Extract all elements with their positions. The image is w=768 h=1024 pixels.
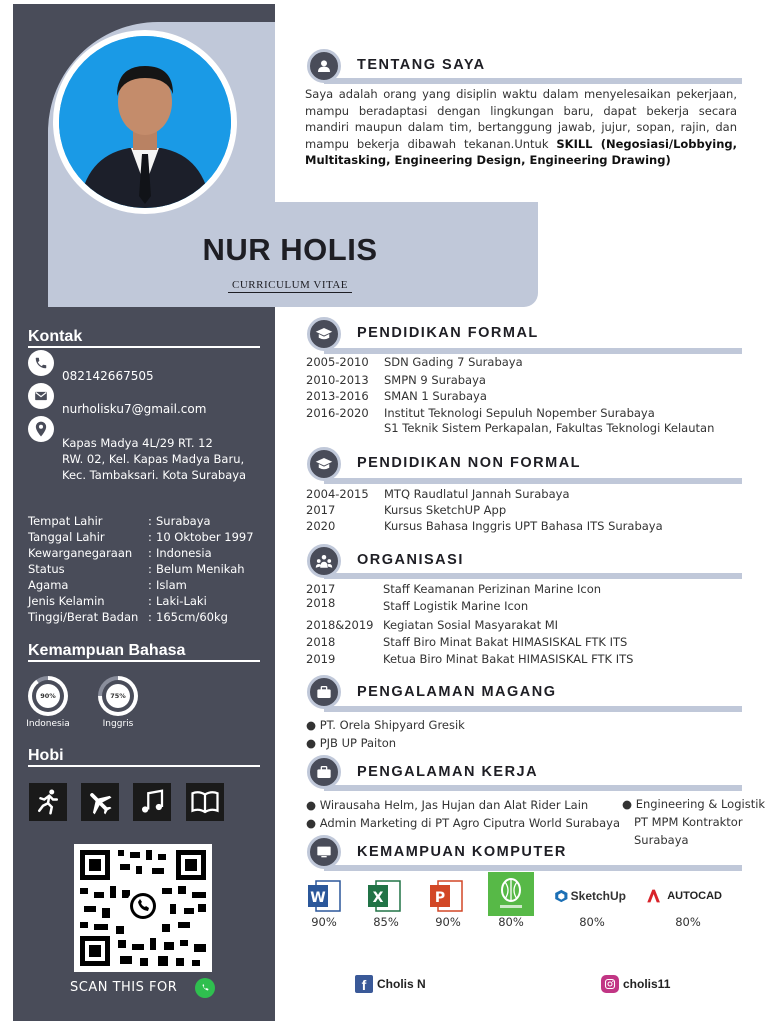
- coreldraw-level: 80%: [498, 915, 524, 929]
- info-label: Tinggi/Berat Badan: [28, 610, 139, 624]
- course-year: 2004-2015: [306, 487, 369, 501]
- profile-photo: [59, 36, 231, 208]
- internship-item: ● PT. Orela Shipyard Gresik: [306, 718, 465, 732]
- sketchup-icon: [554, 876, 626, 916]
- languages-rule: [28, 660, 260, 662]
- work-name: Admin Marketing di PT Agro Ciputra World Surabaya: [319, 816, 621, 830]
- info-label: Status: [28, 562, 65, 576]
- info-value: Laki-Laki: [156, 594, 207, 608]
- instagram-link[interactable]: [601, 975, 670, 993]
- org-year: 2017: [306, 582, 336, 596]
- graduation-cap-icon: [307, 447, 341, 481]
- education-year: 2013-2016: [306, 389, 369, 403]
- language-level: 90%: [36, 684, 60, 708]
- internship-title: PENGALAMAN MAGANG: [357, 684, 557, 700]
- info-label: Jenis Kelamin: [28, 594, 105, 608]
- email-icon: [28, 383, 54, 409]
- sketchup-label: SketchUp: [570, 889, 626, 903]
- contact-rule: [28, 346, 260, 348]
- graduation-cap-icon: [307, 317, 341, 351]
- formal-education-title: PENDIDIKAN FORMAL: [357, 325, 539, 341]
- org-year: 2018: [306, 635, 336, 649]
- svg-text:W: W: [310, 890, 326, 906]
- course-desc: MTQ Raudlatul Jannah Surabaya: [384, 487, 570, 501]
- about-skills: SKILL (Negosiasi/Lobbying, Multitasking, Engineering Design, Engineering Drawing): [305, 136, 738, 167]
- info-value: Islam: [156, 578, 187, 592]
- computer-title: KEMAMPUAN KOMPUTER: [357, 844, 567, 860]
- word-level: 90%: [311, 915, 337, 929]
- svg-text:P: P: [434, 890, 446, 906]
- org-year: 2019: [306, 652, 336, 666]
- education-desc: SMPN 9 Surabaya: [384, 373, 486, 387]
- subtitle-underline: [228, 292, 352, 293]
- org-year: 2018: [306, 596, 336, 610]
- education-desc: SMAN 1 Surabaya: [384, 389, 487, 403]
- info-label: Kewarganegaraan: [28, 546, 133, 560]
- languages-heading: Kemampuan Bahasa: [28, 642, 186, 659]
- language-item: [18, 676, 78, 729]
- email-address[interactable]: nurholisku7@gmail.com: [62, 402, 207, 416]
- org-desc: Staff Logistik Marine Icon: [383, 599, 529, 613]
- address-line: Kec. Tambaksari. Kota Surabaya: [62, 468, 247, 482]
- language-level: 75%: [106, 684, 130, 708]
- instagram-handle: cholis11: [623, 977, 671, 991]
- info-value: Belum Menikah: [156, 562, 245, 576]
- language-ring: [28, 676, 68, 716]
- info-value: Surabaya: [156, 514, 211, 528]
- profile-photo-frame: [53, 30, 237, 214]
- profile-subtitle: CURRICULUM VITAE: [231, 279, 348, 291]
- hobbies-rule: [28, 765, 260, 767]
- info-value: 10 Oktober 1997: [156, 530, 254, 544]
- phone-icon: [28, 350, 54, 376]
- group-icon: [307, 544, 341, 578]
- powerpoint-icon: [428, 876, 464, 916]
- language-ring: [98, 676, 138, 716]
- work-side-item: ● Engineering & Logistik PT MPM Kontraktor Surabaya: [622, 797, 766, 847]
- work-item: ● Admin Marketing di PT Agro Ciputra World Surabaya: [306, 816, 621, 830]
- org-desc: Staff Biro Minat Bakat HIMASISKAL FTK ITS: [383, 635, 628, 649]
- phone-number[interactable]: 082142667505: [62, 369, 154, 383]
- education-desc: Institut Teknologi Sepuluh Nopember Surabaya: [384, 406, 655, 420]
- language-item: [88, 676, 148, 729]
- address: [62, 435, 246, 483]
- profile-name: NUR HOLIS: [202, 232, 378, 267]
- internship-bar: [324, 706, 742, 712]
- running-icon: [29, 783, 67, 821]
- airplane-icon: [81, 783, 119, 821]
- education-year: 2016-2020: [306, 406, 369, 420]
- work-side-line: Engineering & Logistik: [635, 797, 766, 811]
- internship-name: PT. Orela Shipyard Gresik: [319, 718, 465, 732]
- location-icon: [28, 416, 54, 442]
- svg-text:X: X: [372, 890, 384, 906]
- whatsapp-qr-code[interactable]: [74, 844, 212, 972]
- address-line: Kapas Madya 4L/29 RT. 12: [62, 436, 213, 450]
- org-desc: Ketua Biro Minat Bakat HIMASISKAL FTK ITS: [383, 652, 634, 666]
- excel-level: 85%: [373, 915, 399, 929]
- computer-bar: [324, 865, 742, 871]
- autocad-level: 80%: [675, 915, 701, 929]
- computer-icon: [307, 835, 341, 869]
- work-side-line: Surabaya: [634, 833, 689, 847]
- info-value: Indonesia: [156, 546, 212, 560]
- instagram-icon: [601, 975, 619, 993]
- education-year: 2010-2013: [306, 373, 369, 387]
- course-year: 2017: [306, 503, 336, 517]
- org-desc: Kegiatan Sosial Masyarakat MI: [383, 618, 559, 632]
- work-bar: [324, 785, 742, 791]
- education-year: 2005-2010: [306, 355, 369, 369]
- course-desc: Kursus Bahasa Inggris UPT Bahasa ITS Surabaya: [384, 519, 663, 533]
- info-label: Agama: [28, 578, 69, 592]
- sketchup-level: 80%: [579, 915, 605, 929]
- contact-heading: Kontak: [28, 328, 83, 345]
- briefcase-icon: [307, 755, 341, 789]
- excel-icon: [366, 876, 402, 916]
- info-label: Tanggal Lahir: [28, 530, 105, 544]
- language-name: Inggris: [102, 719, 134, 729]
- education-extra: S1 Teknik Sistem Perkapalan, Fakultas Teknologi Kelautan: [384, 421, 715, 435]
- work-title: PENGALAMAN KERJA: [357, 764, 539, 780]
- course-desc: Kursus SketchUP App: [384, 503, 507, 517]
- organization-bar: [324, 573, 742, 579]
- work-item: ● Wirausaha Helm, Jas Hujan dan Alat Rider Lain: [306, 798, 589, 812]
- organization-title: ORGANISASI: [357, 552, 464, 568]
- powerpoint-level: 90%: [435, 915, 461, 929]
- language-name: Indonesia: [26, 719, 70, 729]
- autocad-icon: [646, 876, 722, 916]
- org-desc: Staff Keamanan Perizinan Marine Icon: [383, 582, 602, 596]
- hobbies-heading: Hobi: [28, 747, 64, 764]
- facebook-link[interactable]: [355, 975, 426, 993]
- address-line: RW. 02, Kel. Kapas Madya Baru,: [62, 452, 245, 466]
- formal-education-bar: [324, 348, 742, 354]
- course-year: 2020: [306, 519, 336, 533]
- person-icon: [307, 49, 341, 83]
- about-bar: [324, 78, 742, 84]
- info-label: Tempat Lahir: [28, 514, 103, 528]
- whatsapp-icon: [195, 978, 215, 998]
- briefcase-icon: [307, 675, 341, 709]
- music-icon: [133, 783, 171, 821]
- book-icon: [186, 783, 224, 821]
- nonformal-education-title: PENDIDIKAN NON FORMAL: [357, 455, 582, 471]
- education-desc: SDN Gading 7 Surabaya: [384, 355, 523, 369]
- org-year: 2018&2019: [306, 618, 374, 632]
- work-name: Wirausaha Helm, Jas Hujan dan Alat Rider Lain: [319, 798, 589, 812]
- word-icon: [306, 876, 342, 916]
- about-title: TENTANG SAYA: [357, 57, 486, 73]
- nonformal-education-bar: [324, 478, 742, 484]
- internship-item: ● PJB UP Paiton: [306, 736, 397, 750]
- about-body: Saya adalah orang yang disiplin waktu dalam menyelesaikan pekerjaan, mampu beradaptasi dengan lingkungan baru, dapat bekerja secara mandiri maupun dalam tim, bertanggung jawab, jujur, sopan, rajin, dan mampu bekerja dibawah tekanan.Untuk: [305, 87, 737, 151]
- work-side-line: PT MPM Kontraktor: [634, 815, 743, 829]
- about-text: [305, 86, 737, 169]
- info-value: 165cm/60kg: [156, 610, 228, 624]
- facebook-icon: f: [355, 975, 373, 993]
- coreldraw-icon: [488, 872, 534, 916]
- autocad-label: AUTOCAD: [667, 890, 722, 902]
- scan-label: SCAN THIS FOR: [70, 980, 178, 995]
- internship-name: PJB UP Paiton: [319, 736, 397, 750]
- facebook-handle: Cholis N: [377, 977, 426, 991]
